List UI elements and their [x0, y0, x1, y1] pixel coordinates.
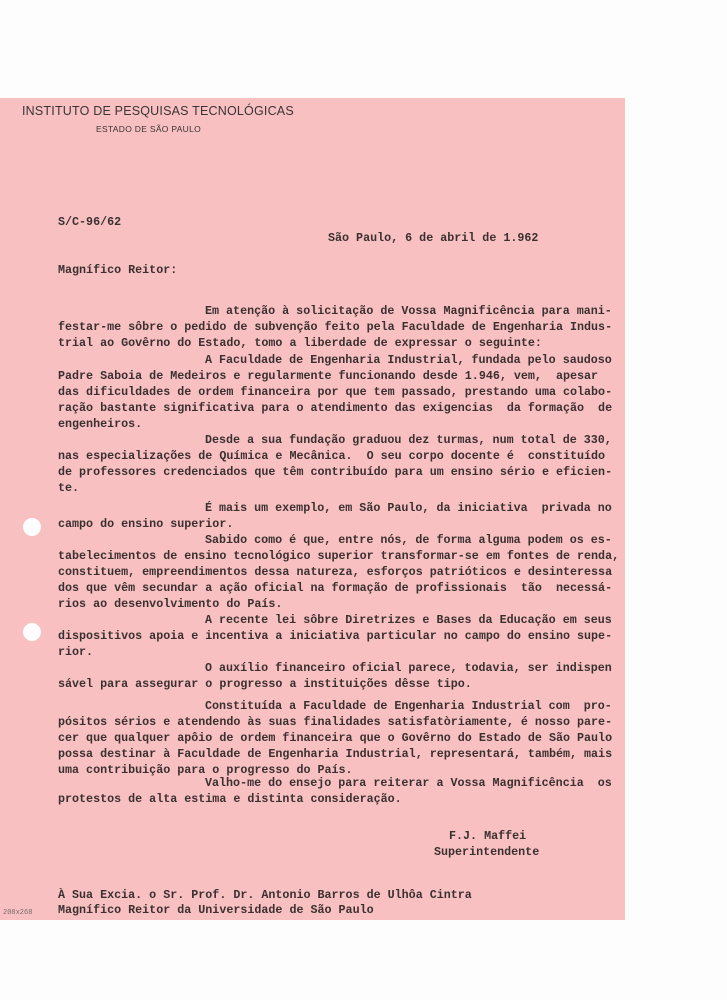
paragraph-line: tabelecimentos de ensino tecnológico superior transformar-se em fontes de renda,	[58, 549, 620, 563]
paragraph-line: Desde a sua fundação graduou dez turmas, num total de 330,	[205, 433, 612, 447]
paragraph-line: das dificuldades de ordem financeira por que tem passado, prestando uma colabo-	[58, 385, 613, 399]
binder-hole	[23, 623, 41, 641]
addressee-line-1: À Sua Excia. o Sr. Prof. Dr. Antonio Barros de Ulhôa Cintra	[58, 888, 472, 902]
paragraph-line: sável para assegurar o progresso a instituições dêsse tipo.	[58, 677, 472, 691]
signature-name: F.J. Maffei	[449, 829, 527, 843]
paragraph-line: rior.	[58, 645, 94, 659]
paragraph	[58, 612, 612, 660]
paragraph	[58, 775, 612, 807]
paragraph-line: rios ao desenvolvimento do País.	[58, 597, 283, 611]
paragraph-line: engenheiros.	[58, 417, 143, 431]
signature-title: Superintendente	[434, 845, 540, 859]
paragraph	[58, 698, 612, 778]
paragraph-line: O auxílio financeiro oficial parece, todavia, ser indispen	[205, 661, 612, 675]
paragraph-line: constituem, empreendimentos dessa natureza, esforços patrióticos e desinteressa	[58, 565, 613, 579]
salutation: Magnífico Reitor:	[58, 263, 178, 277]
paragraph	[58, 352, 612, 432]
paragraph-line: festar-me sôbre o pedido de subvenção feito pela Faculdade de Engenharia Indus-	[58, 320, 613, 334]
paragraph	[58, 500, 612, 532]
paragraph-line: Padre Saboia de Medeiros e regularmente funcionando desde 1.946, vem, apesar	[58, 369, 599, 383]
paragraph	[58, 432, 612, 496]
paragraph-line: protestos de alta estima e distinta consideração.	[58, 792, 402, 806]
letter-date: São Paulo, 6 de abril de 1.962	[328, 231, 539, 245]
paragraph-line: ração bastante significativa para o atendimento das exigencias da formação de	[58, 401, 613, 415]
addressee-line-2: Magnífico Reitor da Universidade de São Paulo	[58, 903, 374, 917]
paragraph-line: nas especializações de Química e Mecânica. O seu corpo docente é constituído	[58, 449, 606, 463]
paragraph-line: possa destinar à Faculdade de Engenharia Industrial, representará, também, mais	[58, 747, 613, 761]
letterhead-state: ESTADO DE SÃO PAULO	[96, 124, 202, 134]
letterhead-institution: INSTITUTO DE PESQUISAS TECNOLÓGICAS	[22, 104, 294, 118]
paragraph	[58, 303, 612, 351]
paragraph-line: cer que qualquer apôio de ordem financeira que o Govêrno do Estado de São Paulo	[58, 731, 613, 745]
paragraph-line: campo do ensino superior.	[58, 517, 234, 531]
paragraph	[58, 532, 619, 612]
paragraph-line: trial ao Govêrno do Estado, tomo a liberdade de expressar o seguinte:	[58, 336, 542, 350]
paragraph	[58, 660, 612, 692]
paragraph-line: É mais um exemplo, em São Paulo, da iniciativa privada no	[205, 501, 612, 515]
paragraph-line: de professores credenciados que têm contribuído para um ensino sério e eficien-	[58, 465, 613, 479]
paragraph-line: Sabido como é que, entre nós, de forma alguma podem os es-	[205, 533, 612, 547]
paragraph-line: A Faculdade de Engenharia Industrial, fundada pelo saudoso	[205, 353, 612, 367]
paragraph-line: Valho-me do ensejo para reiterar a Vossa Magnificência os	[205, 776, 612, 790]
paragraph-line: dos que vêm secundar a ação oficial na formação de profissionais tão necessá-	[58, 581, 613, 595]
form-code: 208x268	[3, 909, 33, 917]
paragraph-line: Em atenção à solicitação de Vossa Magnificência para mani-	[205, 304, 612, 318]
reference-number: S/C-96/62	[58, 215, 122, 229]
paragraph-line: uma contribuição para o progresso do País.	[58, 763, 353, 777]
binder-hole	[23, 518, 41, 536]
paragraph-line: dispositivos apoia e incentiva a iniciativa particular no campo do ensino supe-	[58, 629, 613, 643]
paragraph-line: te.	[58, 481, 80, 495]
paragraph-line: A recente lei sôbre Diretrizes e Bases da Educação em seus	[205, 613, 612, 627]
paragraph-line: Constituída a Faculdade de Engenharia Industrial com pro-	[205, 699, 612, 713]
paragraph-line: pósitos sérios e atendendo às suas finalidades satisfatòriamente, é nosso pare-	[58, 715, 613, 729]
